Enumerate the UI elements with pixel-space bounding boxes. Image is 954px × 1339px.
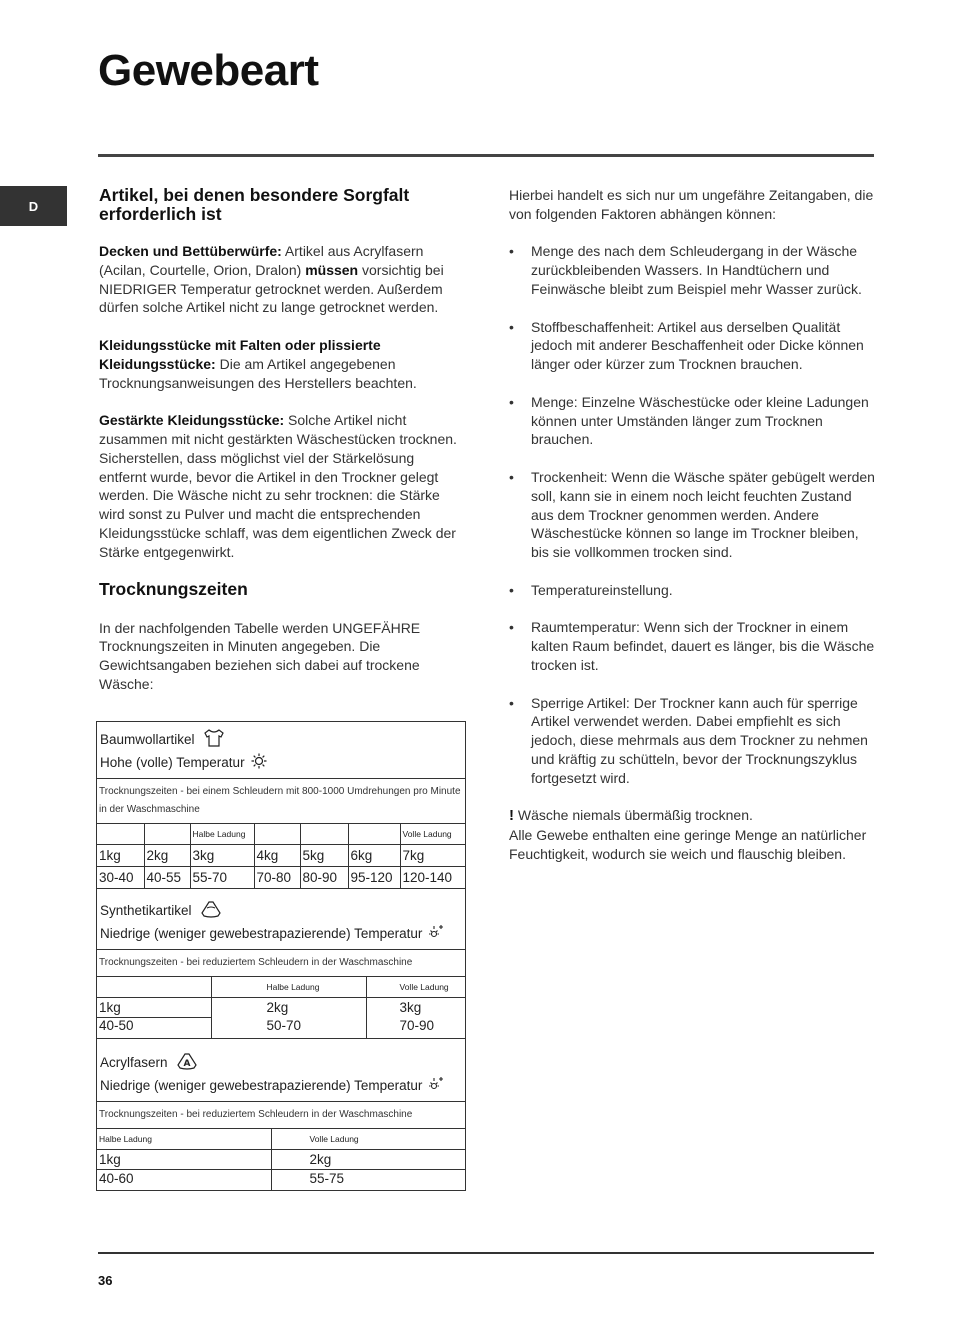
acrylic-note: Trocknungszeiten - bei reduziertem Schleudern in der Waschmaschine xyxy=(97,1101,465,1128)
list-item: • Trockenheit: Wenn die Wäsche später gebügelt werden soll, kann sie in einem noch leicht feuchten Zustand aus dem Trockner genommen werden. Andere Wäschestücke können so lange im Trockner bleiben, bis sie vollkommen trocken sind. xyxy=(509,468,875,562)
table-cell: 95-120 xyxy=(348,867,400,889)
synthetic-table xyxy=(97,976,465,1039)
acrylic-header: Acrylfasern A Niedrige (weniger gewebestrapazierende) Temperatur xyxy=(97,1039,465,1101)
cotton-table xyxy=(97,823,465,889)
language-tab: D xyxy=(0,186,67,226)
right-column xyxy=(509,186,875,864)
table-cell: 120-140 xyxy=(400,867,465,889)
list-item: • Stoffbeschaffenheit: Artikel aus derselben Qualität jedoch mit anderer Beschaffenheit oder Dicke können länger oder kürzer zum Trocknen brauchen. xyxy=(509,318,875,374)
table-row xyxy=(97,998,465,1018)
sun-icon xyxy=(251,753,267,774)
table-row xyxy=(97,845,465,867)
table-cell: 5kg xyxy=(300,845,348,867)
table-cell: 55-75 xyxy=(271,1170,465,1191)
full-load-label: Volle Ladung xyxy=(271,1129,465,1150)
table-row xyxy=(97,1150,465,1170)
synthetic-note: Trocknungszeiten - bei reduziertem Schleudern in der Waschmaschine xyxy=(97,949,465,976)
half-load-label: Halbe Ladung xyxy=(211,977,366,998)
table-row xyxy=(97,1170,465,1191)
full-load-label: Volle Ladung xyxy=(366,977,465,998)
factors-intro: Hierbei handelt es sich nur um ungefähre Zeitangaben, die von folgenden Faktoren abhängen können: xyxy=(509,187,874,222)
table-cell: 40-55 xyxy=(144,867,190,889)
section-heading-drying-times: Trocknungszeiten xyxy=(99,578,248,599)
table-cell: 3kg xyxy=(366,998,465,1018)
page-number: 36 xyxy=(98,1273,113,1288)
table-cell: 40-50 xyxy=(97,1018,211,1039)
table-row xyxy=(97,977,465,998)
cotton-note: Trocknungszeiten - bei einem Schleudern mit 800-1000 Umdrehungen pro Minute in der Waschmaschine xyxy=(97,778,465,823)
table-cell: 2kg xyxy=(271,1150,465,1170)
list-item: • Menge des nach dem Schleudergang in der Wäsche zurückbleibenden Wassers. In Handtüchern und Feinwäsche bleibt zum Beispiel mehr Wasser zurück. xyxy=(509,242,875,298)
paragraph-blankets: Decken und Bettüberwürfe: Artikel aus Acrylfasern (Acilan, Courtelle, Orion, Dralon) müssen vorsichtig bei NIEDRIGER Temperatur getrocknet werden. Außerdem dürfen solche Artikel nicht zu lange getrocknet werden. xyxy=(99,243,444,316)
list-item: • Temperatureinstellung. xyxy=(509,581,875,600)
table-cell: 4kg xyxy=(254,845,300,867)
cotton-header: Baumwollartikel Hohe (volle) Temperatur xyxy=(97,722,465,778)
table-cell: 2kg xyxy=(211,998,366,1018)
list-item: • Menge: Einzelne Wäschestücke oder kleine Ladungen können unter Umständen länger zum Trocknen brauchen. xyxy=(509,393,875,449)
table-row xyxy=(97,824,465,845)
list-item: • Sperrige Artikel: Der Trockner kann auch für sperrige Artikel verwendet werden. Dabei empfiehlt es sich jedoch, diese mehrmals aus dem Trockner zu nehmen und kräftig zu schütteln, bevor der Trocknungszyklus fortgesetzt wird. xyxy=(509,694,875,788)
table-cell: 1kg xyxy=(97,845,144,867)
synthetic-header: Synthetikartikel Niedrige (weniger gewebestrapazierende) Temperatur xyxy=(97,889,465,949)
table-cell: 2kg xyxy=(144,845,190,867)
table-cell: 70-90 xyxy=(366,1018,465,1039)
half-load-label: Halbe Ladung xyxy=(190,824,254,845)
low-temperature-icon xyxy=(428,924,444,945)
left-column xyxy=(99,186,459,694)
low-temperature-icon xyxy=(428,1076,444,1097)
t-shirt-icon xyxy=(203,728,225,753)
warning-icon: ! xyxy=(509,807,514,825)
table-cell: 1kg xyxy=(97,1150,271,1170)
paragraph-starched: Gestärkte Kleidungsstücke: Solche Artikel nicht zusammen mit nicht gestärkten Wäschestücken trocknen. Sicherstellen, dass möglichst viel der Stärkelösung entfernt wurde, bevor die Artikel in den Trockner gelegt werden. Die Wäsche nicht zu sehr trocknen: die Stärke wird sonst zu Pulver und macht die entsprechenden Kleidungsstücke schlaff, was dem eigentlichen Zweck der Stärke entgegenwirkt. xyxy=(99,412,457,560)
table-cell: 50-70 xyxy=(211,1018,366,1039)
table-row xyxy=(97,1129,465,1150)
table-cell: 40-60 xyxy=(97,1170,271,1191)
section-heading-special-care: Artikel, bei denen besondere Sorgfalt erforderlich ist xyxy=(99,185,410,224)
page-title: Gewebeart xyxy=(98,46,319,95)
table-row xyxy=(97,1018,465,1039)
paragraph-table-intro: In der nachfolgenden Tabelle werden UNGEFÄHRE Trocknungszeiten in Minuten angegeben. Die Gewichtsangaben beziehen sich dabei auf trockene Wäsche: xyxy=(99,619,421,692)
synthetic-garment-icon xyxy=(200,899,222,924)
table-cell: 3kg xyxy=(190,845,254,867)
bottom-divider xyxy=(98,1252,874,1254)
table-cell: 6kg xyxy=(348,845,400,867)
svg-text:A: A xyxy=(183,1059,191,1069)
drying-times-table xyxy=(96,721,466,1191)
table-cell: 30-40 xyxy=(97,867,144,889)
full-load-label: Volle Ladung xyxy=(400,824,465,845)
table-cell: 55-70 xyxy=(190,867,254,889)
table-cell: 1kg xyxy=(97,998,211,1018)
table-cell: 70-80 xyxy=(254,867,300,889)
acrylic-table xyxy=(97,1128,465,1190)
list-item: • Raumtemperatur: Wenn sich der Trockner in einem kalten Raum befindet, dauert es länger, bis die Wäsche trocken ist. xyxy=(509,618,875,674)
table-cell: 80-90 xyxy=(300,867,348,889)
half-load-label: Halbe Ladung xyxy=(97,1129,271,1150)
acrylic-triangle-icon xyxy=(176,1051,198,1076)
warning-note: ! Wäsche niemals übermäßig trocknen. Alle Gewebe enthalten eine geringe Menge an natürlicher Feuchtigkeit, wodurch sie weich und flauschig bleiben. xyxy=(509,807,867,862)
paragraph-pleated: Kleidungsstücke mit Falten oder plissierte Kleidungsstücke: Die am Artikel angegebenen Trocknungsanweisungen des Herstellers beachten. xyxy=(99,336,417,391)
table-cell: 7kg xyxy=(400,845,465,867)
factors-list xyxy=(509,242,875,787)
table-row xyxy=(97,867,465,889)
top-divider xyxy=(98,154,874,157)
